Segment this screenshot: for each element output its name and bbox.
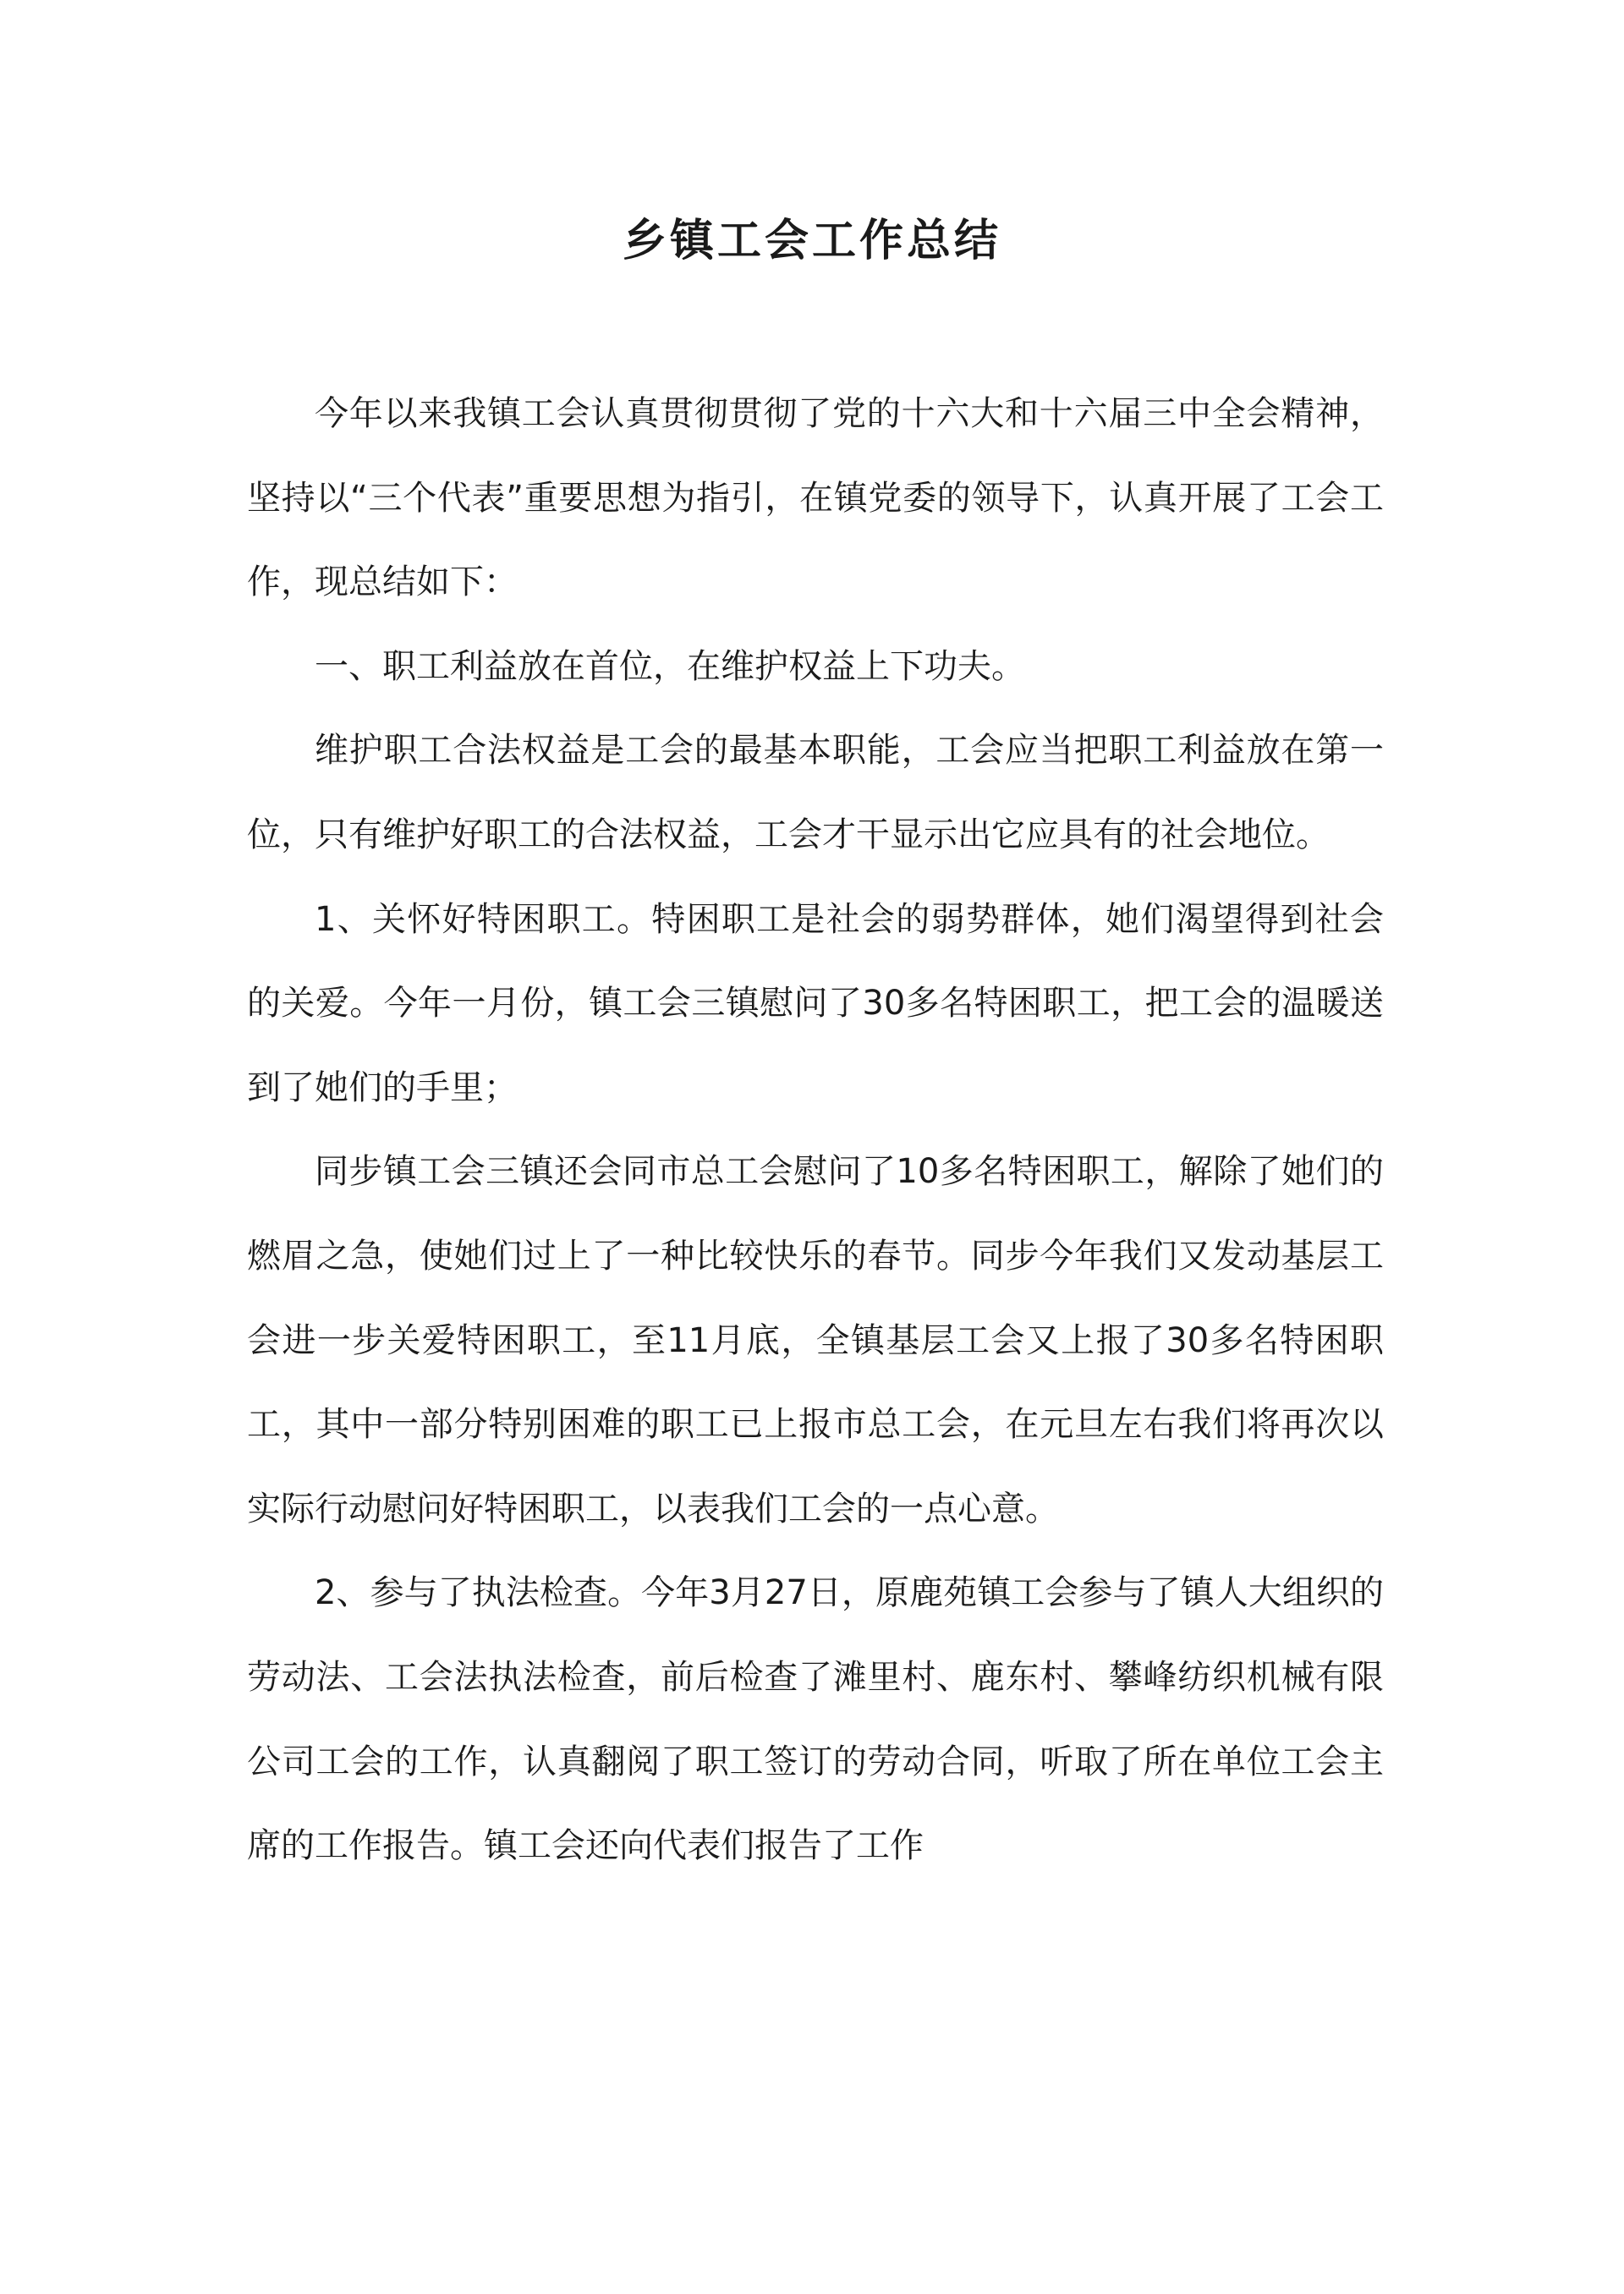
paragraph-intro: 今年以来我镇工会认真贯彻贯彻了党的十六大和十六届三中全会精神，坚持以“三个代表”重要思想为指引，在镇党委的领导下，认真开展了工会工作，现总结如下： bbox=[247, 394, 1384, 602]
paragraph-rights: 维护职工合法权益是工会的最基本职能，工会应当把职工利益放在第一位，只有维护好职工的合法权益，工会才干显示出它应具有的社会地位。 bbox=[247, 731, 1384, 854]
paragraph-item-1-cont: 同步镇工会三镇还会同市总工会慰问了10多名特困职工，解除了她们的燃眉之急，使她们过上了一种比较快乐的春节。同步今年我们又发动基层工会进一步关爱特困职工，至11月底，全镇基层工会又上报了30多名特困职工，其中一部分特别困难的职工已上报市总工会，在元旦左右我们将再次以实际行动慰问好特困职工，以表我们工会的一点心意。 bbox=[247, 1152, 1384, 1528]
paragraph-item-2: 2、参与了执法检查。今年3月27日，原鹿苑镇工会参与了镇人大组织的劳动法、工会法执法检查，前后检查了滩里村、鹿东村、攀峰纺织机械有限公司工会的工作，认真翻阅了职工签订的劳动合同，听取了所在单位工会主席的工作报告。镇工会还向代表们报告了工作 bbox=[247, 1573, 1384, 1866]
document-title: 乡镇工会工作总结 bbox=[622, 215, 1001, 266]
paragraph-item-1: 1、关怀好特困职工。特困职工是社会的弱势群体，她们渴望得到社会的关爱。今年一月份，镇工会三镇慰问了30多名特困职工，把工会的温暖送到了她们的手里； bbox=[247, 899, 1384, 1107]
document-body bbox=[247, 372, 1384, 1889]
section-heading-1: 一、职工利益放在首位，在维护权益上下功夫。 bbox=[315, 646, 1025, 686]
